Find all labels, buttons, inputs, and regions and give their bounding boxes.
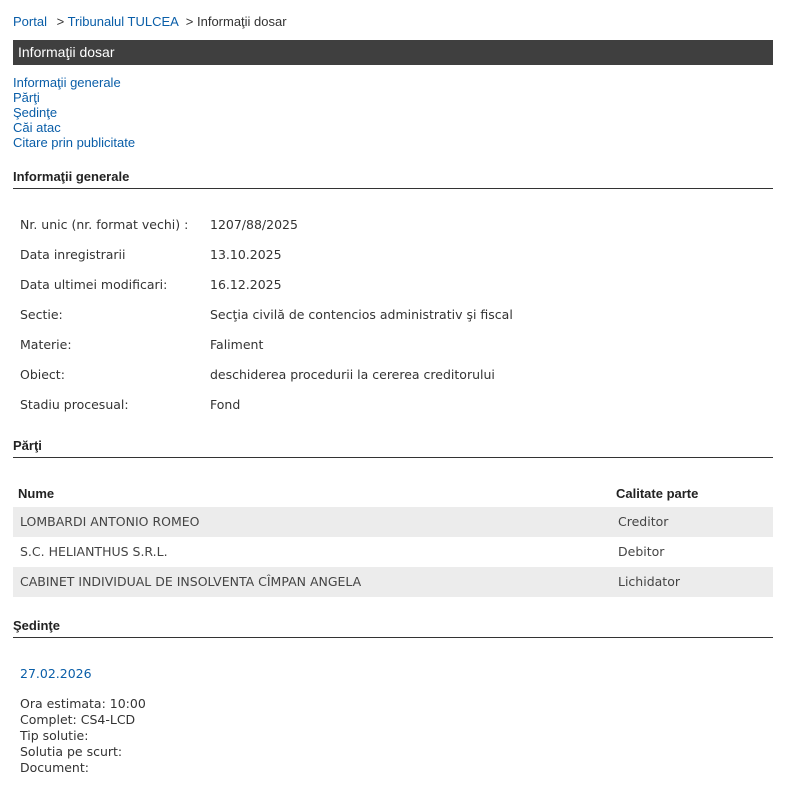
cell-nume: CABINET INDIVIDUAL DE INSOLVENTA CÎMPAN ANGELA bbox=[20, 574, 362, 589]
info-label: Data inregistrarii bbox=[20, 247, 126, 262]
breadcrumb-court-link[interactable]: Tribunalul TULCEA bbox=[67, 14, 179, 29]
toc-link-parti[interactable]: Părţi bbox=[13, 90, 40, 105]
hearing-details bbox=[20, 696, 146, 776]
column-header-calitate: Calitate parte bbox=[616, 486, 699, 501]
info-label: Materie: bbox=[20, 337, 72, 352]
hearing-tip-solutie: Tip solutie: bbox=[20, 728, 89, 743]
cell-calitate: Creditor bbox=[618, 514, 669, 529]
hearing-document: Document: bbox=[20, 760, 89, 775]
toc-link-cai-atac[interactable]: Căi atac bbox=[13, 120, 61, 135]
cell-nume: S.C. HELIANTHUS S.R.L. bbox=[20, 544, 168, 559]
info-label: Stadiu procesual: bbox=[20, 397, 129, 412]
table-header bbox=[13, 481, 773, 507]
breadcrumb-portal-link[interactable]: Portal bbox=[13, 14, 47, 29]
section-heading-sedinte: Şedinţe bbox=[13, 619, 773, 638]
info-value: 13.10.2025 bbox=[210, 247, 282, 262]
info-value: deschiderea procedurii la cererea creditorului bbox=[210, 367, 495, 382]
cell-nume: LOMBARDI ANTONIO ROMEO bbox=[20, 514, 200, 529]
breadcrumb-separator: > bbox=[185, 14, 194, 29]
hearing-date-link[interactable]: 27.02.2026 bbox=[20, 666, 92, 681]
cell-calitate: Debitor bbox=[618, 544, 665, 559]
breadcrumb-separator: > bbox=[56, 14, 65, 29]
column-header-nume: Nume bbox=[18, 486, 55, 501]
info-label: Sectie: bbox=[20, 307, 63, 322]
info-value: 16.12.2025 bbox=[210, 277, 282, 292]
toc-link-informatii-generale[interactable]: Informaţii generale bbox=[13, 75, 121, 90]
hearing-ora-estimata: Ora estimata: 10:00 bbox=[20, 696, 146, 711]
info-label: Obiect: bbox=[20, 367, 65, 382]
parti-table bbox=[13, 481, 773, 597]
info-value: Faliment bbox=[210, 337, 264, 352]
table-row bbox=[13, 537, 773, 567]
section-heading-general: Informaţii generale bbox=[13, 170, 773, 189]
info-label: Data ultimei modificari: bbox=[20, 277, 168, 292]
toc-link-citare-publicitate[interactable]: Citare prin publicitate bbox=[13, 135, 136, 150]
cell-calitate: Lichidator bbox=[618, 574, 680, 589]
info-value: Secţia civilă de contencios administrativ şi fiscal bbox=[210, 307, 513, 322]
hearing-solutia-pe-scurt: Solutia pe scurt: bbox=[20, 744, 123, 759]
table-row bbox=[13, 567, 773, 597]
breadcrumb bbox=[13, 14, 287, 29]
info-label: Nr. unic (nr. format vechi) : bbox=[20, 217, 189, 232]
page-title: Informaţii dosar bbox=[13, 40, 773, 65]
table-of-contents bbox=[13, 75, 135, 150]
info-value: Fond bbox=[210, 397, 241, 412]
info-value: 1207/88/2025 bbox=[210, 217, 298, 232]
breadcrumb-current: Informaţii dosar bbox=[196, 14, 287, 29]
toc-link-sedinte[interactable]: Şedinţe bbox=[13, 105, 58, 120]
hearing-complet: Complet: CS4-LCD bbox=[20, 712, 136, 727]
section-heading-parti: Părţi bbox=[13, 439, 773, 458]
table-row bbox=[13, 507, 773, 537]
